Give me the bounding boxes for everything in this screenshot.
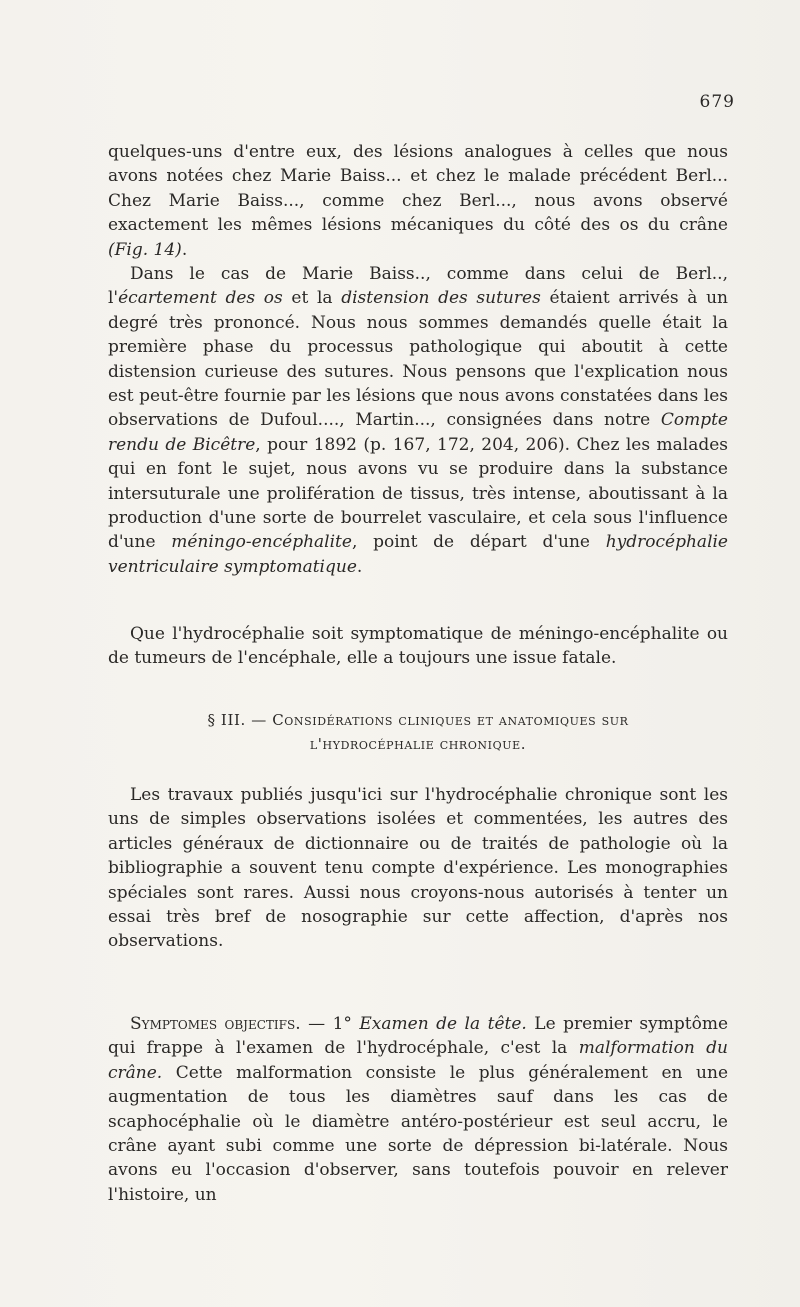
paragraph-2-part4: , pour 1892 (p. 167, 172, 204, 206). Chez les malades qui en font le sujet, nous avons vu se produire dans la substance intersuturale une prolifération de tissus, très intense, aboutissant à la production d'une sorte de bourrelet vasculaire, et cela sous l'influence d'une [108, 434, 728, 553]
paragraph-5-italic-2: malformation du crâne. [108, 1038, 729, 1083]
paragraph-5-lead: Symptomes objectifs. [130, 1014, 301, 1034]
paragraph-2-part3: étaient arrivés à un degré très prononcé. Nous nous sommes demandés quelle était la première phase du processus pathologique qui aboutit à cette distension curieuse des sutures. Nous pensons que l'explication nous est peut-être fournie par les lésions que nous avons constatées dans les observations de Dufoul...., Martin..., consignées dans notre [108, 288, 728, 431]
section-dash: — [245, 711, 273, 729]
paragraph-5 [108, 1012, 728, 1207]
paragraph-2-part5: , point de départ d'une [351, 532, 606, 553]
paragraph-1 [108, 140, 728, 262]
paragraph-5-part2: Cette malformation consiste le plus généralement en une augmentation de tous les diamètres sauf dans les cas de scaphocéphalie où le diamètre antéro-postérieur est seul accru, le crâne ayant subi comme une sorte de dépression bi-latérale. Nous avons eu l'occasion d'observer, sans toutefois pouvoir en relever l'histoire, un [108, 1062, 728, 1205]
figure-reference: (Fig. 14) [108, 239, 182, 260]
paragraph-2-block [108, 262, 728, 579]
paragraph-continuation [108, 140, 728, 262]
paragraph-2 [108, 262, 728, 579]
section-title-line-1: Considérations cliniques et anatomiques sur [272, 711, 629, 729]
paragraph-4-block [108, 783, 728, 954]
paragraph-3-block [108, 622, 728, 671]
section-title-line-2: l'hydrocéphalie chronique. [309, 735, 527, 753]
paragraph-5-dash: — 1° [300, 1014, 360, 1034]
paragraph-2-italic-1: écartement des os [118, 288, 283, 309]
page-number: 679 [699, 92, 735, 112]
paragraph-5-part1: Le premier symptôme qui frappe à l'examen de l'hydrocéphale, c'est la [108, 1014, 728, 1059]
paragraph-2-italic-3: Compte rendu de Bicêtre [108, 410, 728, 455]
paragraph-1-end: . [181, 239, 188, 260]
paragraph-2-italic-4: méningo-encéphalite [171, 532, 352, 553]
paragraph-2-part1: Dans le cas de Marie Baiss.., comme dans celui de Berl.., l' [108, 264, 728, 309]
section-heading-line-1 [108, 708, 728, 732]
paragraph-2-italic-2: distension des sutures [341, 288, 541, 309]
paragraph-2-part6: . [356, 556, 363, 577]
paragraph-5-italic-1: Examen de la tête. [359, 1014, 527, 1034]
paragraph-2-part2: et la [282, 288, 342, 309]
section-heading [108, 708, 728, 756]
paragraph-4: Les travaux publiés jusqu'ici sur l'hydrocéphalie chronique sont les uns de simples observations isolées et commentées, les autres des articles généraux de dictionnaire ou de traités de pathologie où la bibliographie a souvent tenu compte d'expérience. Les monographies spéciales sont rares. Aussi nous croyons-nous autorisés à tenter un essai très bref de nosographie sur cette affection, d'après nos observations. [108, 785, 728, 952]
paragraph-3: Que l'hydrocéphalie soit symptomatique de méningo-encéphalite ou de tumeurs de l'encéphale, elle a toujours une issue fatale. [108, 624, 728, 669]
section-number: § III. [207, 711, 246, 729]
paragraph-5-block [108, 1012, 728, 1207]
paragraph-2-italic-5: hydrocéphalie ventriculaire symptomatique [108, 532, 728, 577]
paragraph-1-text: quelques-uns d'entre eux, des lésions analogues à celles que nous avons notées chez Marie Baiss... et chez le malade précédent Berl... Chez Marie Baiss..., comme chez Berl..., nous avons observé exactement les mêmes lésions mécaniques du côté des os du crâne [108, 142, 728, 236]
